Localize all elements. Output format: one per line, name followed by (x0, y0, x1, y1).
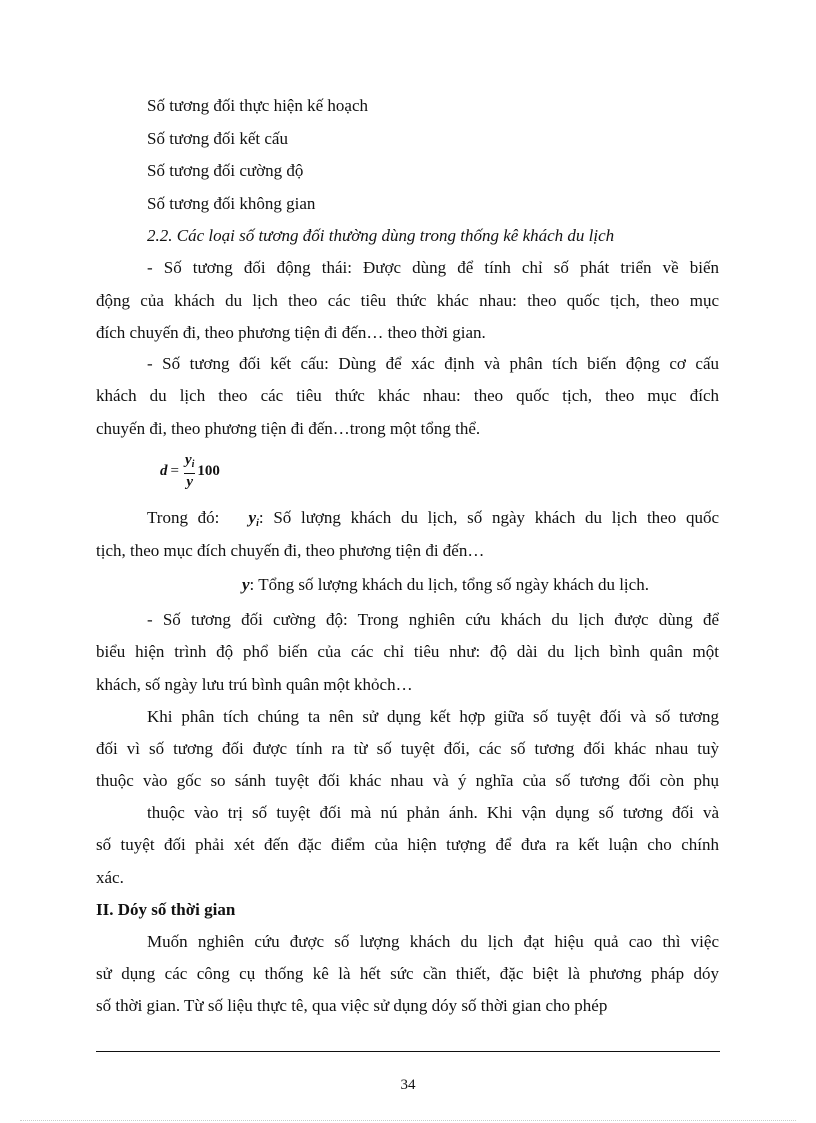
paragraph-line: xác. (96, 868, 124, 887)
paragraph-line: khách du lịch theo các tiêu thức khác nhau: theo quốc tịch, theo mục đích (96, 386, 719, 405)
list-item: Số tương đối cường độ (147, 161, 304, 180)
formula (160, 452, 220, 490)
yi-symbol: y (248, 508, 257, 527)
paragraph-line: - Số tương đối kết cấu: Dùng để xác định và phân tích biến động cơ cấu (147, 354, 719, 373)
page-edge-divider (20, 1120, 796, 1121)
paragraph-line: Muốn nghiên cứu được số lượng khách du lịch đạt hiệu quả cao thì việc (147, 932, 719, 951)
y-symbol: y (242, 575, 250, 594)
formula-equals: = (170, 462, 179, 479)
paragraph-line: sử dụng các công cụ thống kê là hết sức cần thiết, đặc biệt là phương pháp dóy (96, 964, 719, 983)
formula-fraction (184, 452, 195, 490)
paragraph-line: thuộc vào trị số tuyệt đối mà nú phản ánh. Khi vận dụng số tương đối và (147, 803, 719, 822)
definition-yi (147, 507, 719, 535)
section-heading-2-2: 2.2. Các loại số tương đối thường dùng trong thống kê khách du lịch (147, 226, 615, 245)
paragraph-line: chuyến đi, theo phương tiện đi đến…trong một tổng thể. (96, 419, 481, 438)
paragraph-line: số tuyệt đối phải xét đến đặc điểm của hiện tượng để đưa ra kết luận cho chính (96, 835, 719, 854)
formula-numerator-sub: i (191, 459, 195, 470)
formula-lhs: d (160, 462, 168, 479)
paragraph-line: - Số tương đối cường độ: Trong nghiên cứu khách du lịch được dùng để (147, 610, 719, 629)
paragraph-line: biểu hiện trình độ phổ biến của các chỉ tiêu như: độ dài du lịch bình quân một (96, 642, 719, 661)
paragraph-line: khách, số ngày lưu trú bình quân một khỏch… (96, 675, 413, 694)
y-definition: : Tổng số lượng khách du lịch, tổng số ngày khách du lịch. (249, 575, 649, 594)
definition-y (242, 574, 649, 596)
list-item: Số tương đối không gian (147, 194, 316, 213)
list-item: Số tương đối thực hiện kế hoạch (147, 96, 368, 115)
formula-numerator: y (184, 452, 192, 468)
paragraph-line: động của khách du lịch theo các tiêu thức khác nhau: theo quốc tịch, theo mục (96, 291, 719, 310)
formula-factor: 100 (197, 462, 220, 479)
yi-definition: : Số lượng khách du lịch, số ngày khách du lịch theo quốc (258, 508, 719, 527)
paragraph-line: đích chuyến đi, theo phương tiện đi đến… theo thời gian. (96, 323, 486, 342)
page-number: 34 (400, 1077, 416, 1093)
paragraph-line: đối vì số tương đối được tính ra từ số tuyệt đối, các số tương đối khác nhau tuỳ (96, 739, 719, 758)
trong-do-label: Trong đó: (147, 508, 220, 527)
section-heading-II: II. Dóy số thời gian (96, 900, 236, 919)
paragraph-line: Khi phân tích chúng ta nên sử dụng kết hợp giữa số tuyệt đối và số tương (147, 707, 719, 726)
yi-symbol-sub: i (256, 518, 259, 529)
paragraph-line: số thời gian. Từ số liệu thực tê, qua việc sử dụng dóy số thời gian cho phép (96, 996, 608, 1015)
formula-denominator: y (186, 474, 194, 490)
paragraph-line: - Số tương đối động thái: Được dùng để tính chỉ số phát triển về biến (147, 258, 719, 277)
paragraph-line: tịch, theo mục đích chuyến đi, theo phương tiện đi đến… (96, 541, 485, 560)
paragraph-line: thuộc vào gốc so sánh tuyệt đối khác nhau và ý nghĩa của số tương đối còn phụ (96, 771, 719, 790)
list-item: Số tương đối kết cấu (147, 129, 288, 148)
footer-rule (96, 1051, 720, 1052)
